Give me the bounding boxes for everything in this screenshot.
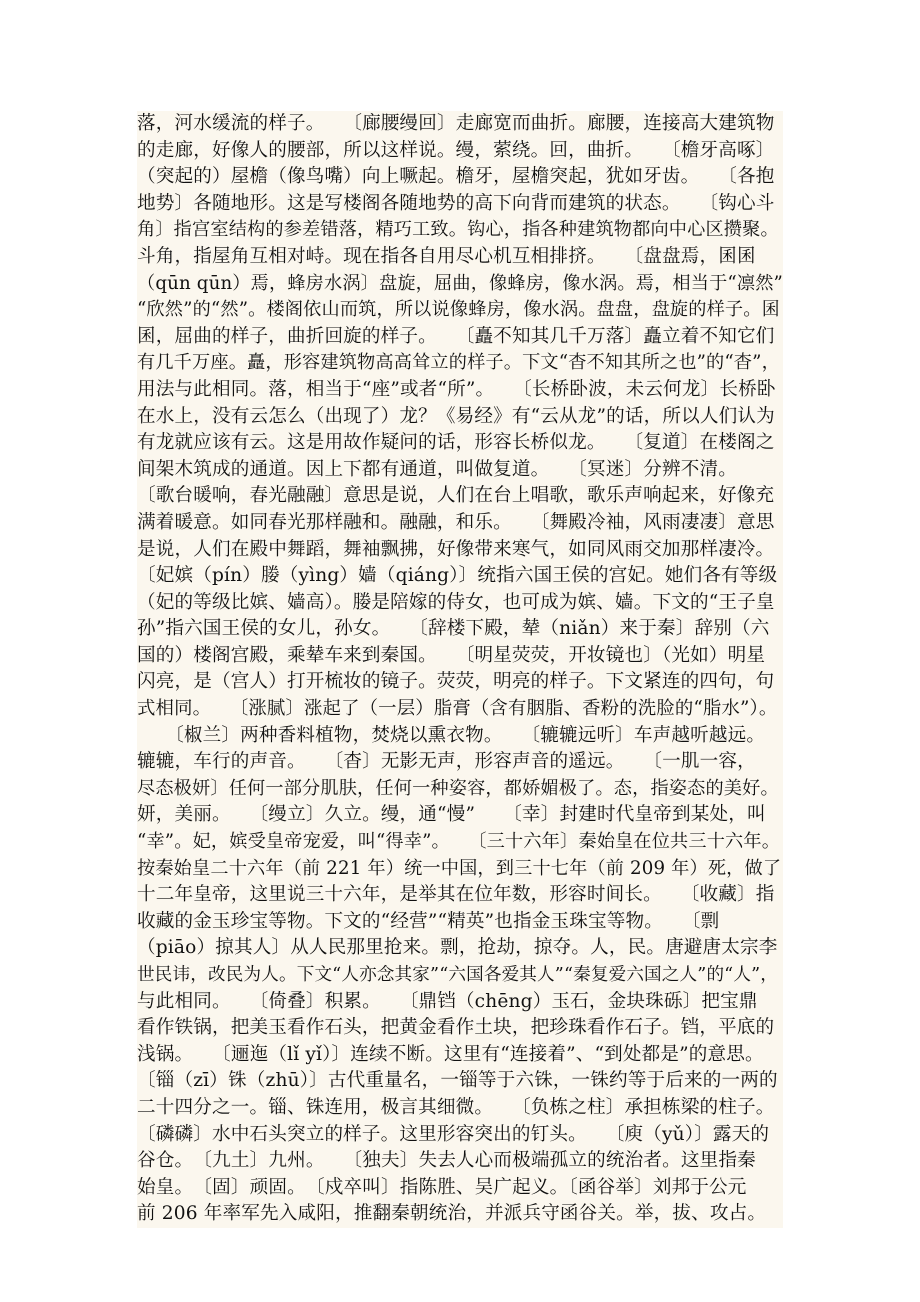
text-line: 式相同。 〔涨腻〕涨起了（一层）脂膏（含有胭脂、香粉的洗脸的“脂水”）。 xyxy=(137,698,778,720)
text-line: 十二年皇帝，这里说三十六年，是举其在位年数，形容时间长。 〔收藏〕指 xyxy=(137,884,775,906)
text-line: 〔磷磷〕水中石头突立的样子。这里形容突出的钉头。 〔庾（yǔ）〕露天的 xyxy=(137,1123,770,1145)
text-line: 孙”指六国王侯的女儿，孙女。 〔辞楼下殿，辇（niǎn）来于秦〕辞别（六 xyxy=(137,618,770,640)
text-line: 谷仓。 〔九土〕九州。 〔独夫〕失去人心而极端孤立的统治者。这里指秦 xyxy=(137,1150,756,1172)
text-line: 与此相同。 〔倚叠〕积累。 〔鼎铛（chēng）玉石，金块珠砾〕把宝鼎 xyxy=(137,990,758,1012)
text-line: 闪亮，是（宫人）打开梳妆的镜子。荧荧，明亮的样子。下文紧连的四句，句 xyxy=(137,671,775,693)
text-line: 〔歌台暖响，春光融融〕意思是说，人们在台上唱歌，歌乐声响起来，好像充 xyxy=(137,485,775,507)
text-line: 妍，美丽。 〔缦立〕久立。缦，通“慢” 〔幸〕封建时代皇帝到某处，叫 xyxy=(137,804,766,826)
text-line: 收藏的金玉珍宝等物。下文的“经营”“精英”也指金玉珠宝等物。 〔剽 xyxy=(137,910,720,932)
text-line: 看作铁锅，把美玉看作石头，把黄金看作土块，把珍珠看作石子。铛，平底的 xyxy=(137,1017,775,1039)
text-line: 〔锱（zī）铢（zhū）〕古代重量名，一锱等于六铢，一铢约等于后来的一两的 xyxy=(137,1070,778,1092)
text-line: （piāo）掠其人〕从人民那里抢来。剽，抢劫，掠夺。人，民。唐避唐太宗李 xyxy=(137,937,778,959)
text-line: 二十四分之一。锱、铢连用，极言其细微。 〔负栋之柱〕承担栋梁的柱子。 xyxy=(137,1096,775,1118)
text-line: 世民讳，改民为人。下文“人亦念其家”“六国各爱其人”“秦复爱六国之人”的“人”， xyxy=(137,965,778,985)
text-line: （妃的等级比嫔、嫱高）。媵是陪嫁的侍女，也可成为嫔、嫱。下文的“王子皇 xyxy=(137,591,775,613)
text-line: 有几千万座。矗，形容建筑物高高耸立的样子。下文“杳不知其所之也”的“杳”， xyxy=(137,352,780,374)
text-line: 前 206 年率军先入咸阳，推翻秦朝统治，并派兵守函谷关。举，拔、攻占。 xyxy=(137,1203,767,1225)
text-line: “欣然”的“然”。楼阁依山而筑，所以说像蜂房，像水涡。盘盘，盘旋的样子。囷 xyxy=(137,299,780,321)
text-line: 落，河水缓流的样子。 〔廊腰缦回〕走廊宽而曲折。廊腰，连接高大建筑物 xyxy=(137,113,775,134)
text-line: 满着暖意。如同春光那样融和。融融，和乐。 〔舞殿冷袖，风雨凄凄〕意思 xyxy=(137,511,775,533)
text-line: 国的）楼阁宫殿，乘辇车来到秦国。 〔明星荧荧，开妆镜也〕（光如）明星 xyxy=(137,644,766,666)
text-line: 斗角，指屋角互相对峙。现在指各自用尽心机互相排挤。 〔盘盘焉，囷囷 xyxy=(137,245,756,267)
text-line: 〔椒兰〕两种香料植物，焚烧以熏衣物。 〔辘辘远听〕车声越听越远。 xyxy=(137,724,766,746)
text-line: 〔妃嫔（pín）媵（yìng）嫱（qiáng）〕统指六国王侯的宫妃。她们各有等级 xyxy=(137,565,778,587)
text-line: （qūn qūn）焉，蜂房水涡〕盘旋，屈曲，像蜂房，像水涡。焉，相当于“凛然” xyxy=(137,272,783,294)
text-line: 地势〕各随地形。这是写楼阁各随地势的高下向背而建筑的状态。 〔钩心斗 xyxy=(137,192,775,214)
text-line: 尽态极妍〕任何一部分肌肤，任何一种姿容，都娇媚极了。态，指姿态的美好。 xyxy=(137,777,779,799)
text-line: 的走廊，好像人的腰部，所以这样说。缦，萦绕。回，曲折。 〔檐牙高啄〕 xyxy=(137,139,775,161)
text-line: （突起的）屋檐（像鸟嘴）向上噘起。檐牙，屋檐突起，犹如牙齿。 〔各抱 xyxy=(137,166,775,188)
text-line: 用法与此相同。落，相当于“座”或者“所”。 〔长桥卧波，未云何龙〕长桥卧 xyxy=(137,378,776,400)
annotation-text-block xyxy=(137,111,783,1228)
text-line: “幸”。妃，嫔受皇帝宠爱，叫“得幸”。 〔三十六年〕秦始皇在位共三十六年。 xyxy=(137,831,781,853)
text-line: 在水上，没有云怎么（出现了）龙？《易经》有“云从龙”的话，所以人们认为 xyxy=(137,405,775,427)
text-line: 角〕指宫室结构的参差错落，精巧工致。钩心，指各种建筑物都向中心区攒聚。 xyxy=(137,219,779,241)
text-line: 浅锅。 〔逦迤（lǐ yǐ）〕连续不断。这里有“连接着”、“到处都是”的意思。 xyxy=(137,1043,764,1065)
text-line: 始皇。 〔固〕顽固。 〔戍卒叫〕指陈胜、吴广起义。〔函谷举〕刘邦于公元 xyxy=(137,1176,747,1198)
text-line: 间架木筑成的通道。因上下都有通道，叫做复道。 〔冥迷〕分辨不清。 xyxy=(137,458,737,480)
text-line: 按秦始皇二十六年（前 221 年）统一中国，到三十七年（前 209 年）死，做了 xyxy=(137,857,782,879)
text-line: 囷，屈曲的样子，曲折回旋的样子。 〔矗不知其几千万落〕矗立着不知它们 xyxy=(137,325,775,347)
text-line: 是说，人们在殿中舞蹈，舞袖飘拂，好像带来寒气，如同风雨交加那样凄冷。 xyxy=(137,538,775,560)
text-line: 辘辘，车行的声音。 〔杳〕无影无声，形容声音的遥远。 〔一肌一容， xyxy=(137,751,756,773)
text-line: 有龙就应该有云。这是用故作疑问的话，形容长桥似龙。 〔复道〕在楼阁之 xyxy=(137,432,775,454)
